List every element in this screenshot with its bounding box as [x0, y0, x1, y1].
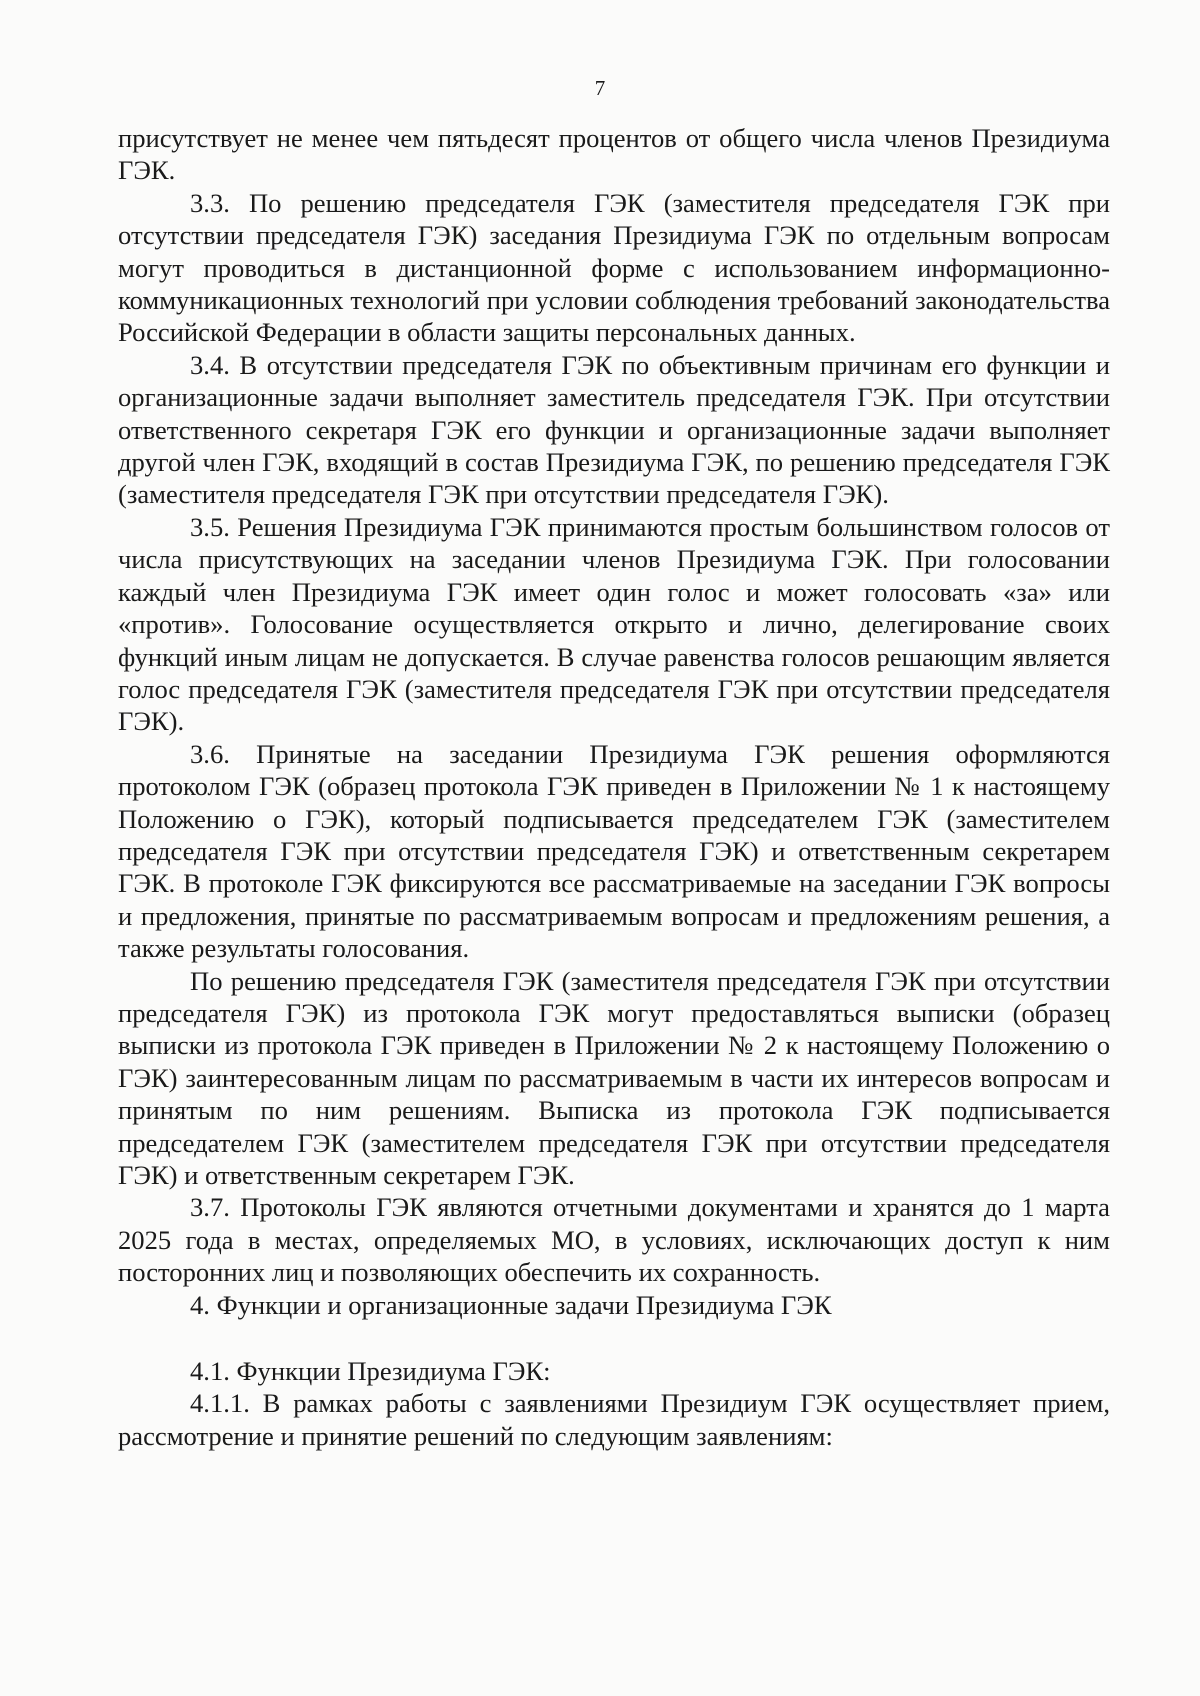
- paragraph-3-5: 3.5. Решения Президиума ГЭК принимаются простым большинством голосов от числа присутствующих на заседании членов Президиума ГЭК. При голосовании каждый член Президиума ГЭК имеет один голос и может голосовать «за» или «против». Голосование осуществляется открыто и лично, делегирование своих функций иным лицам не допускается. В случае равенства голосов решающим является голос председателя ГЭК (заместителя председателя ГЭК при отсутствии председателя ГЭК).: [118, 511, 1110, 737]
- paragraph-4-1-1: 4.1.1. В рамках работы с заявлениями Президиум ГЭК осуществляет прием, рассмотрение и принятие решений по следующим заявлениям:: [118, 1388, 1110, 1451]
- paragraph-3-7: 3.7. Протоколы ГЭК являются отчетными документами и хранятся до 1 марта 2025 года в местах, определяемых МО, в условиях, исключающих доступ к ним посторонних лиц и позволяющих обеспечить их сохранность.: [118, 1192, 1110, 1288]
- paragraph-4-1: 4.1. Функции Президиума ГЭК:: [190, 1356, 551, 1387]
- paragraph-3-4: 3.4. В отсутствии председателя ГЭК по объективным причинам его функции и организационные задачи выполняет заместитель председателя ГЭК. При отсутствии ответственного секретаря ГЭК его функции и организационные задачи выполняет другой член ГЭК, входящий в состав Президиума ГЭК, по решению председателя ГЭК (заместителя председателя ГЭК при отсутствии председателя ГЭК).: [118, 349, 1110, 510]
- paragraph-3-3: 3.3. По решению председателя ГЭК (заместителя председателя ГЭК при отсутствии председателя ГЭК) заседания Президиума ГЭК по отдельным вопросам могут проводиться в дистанционной форме с использованием информационно-коммуникационных технологий при условии соблюдения требований законодательства Российской Федерации в области защиты персональных данных.: [118, 187, 1110, 348]
- paragraph-3-6-extract: По решению председателя ГЭК (заместителя председателя ГЭК при отсутствии председателя ГЭК) из протокола ГЭК могут предоставляться выписки (образец выписки из протокола ГЭК приведен в Приложении № 2 к настоящему Положению о ГЭК) заинтересованным лицам по рассматриваемым в части их интересов вопросам и принятым по ним решениям. Выписка из протокола ГЭК подписывается председателем ГЭК (заместителем председателя ГЭК при отсутствии председателя ГЭК) и ответственным секретарем ГЭК.: [118, 965, 1110, 1190]
- paragraph-continuation: присутствует не менее чем пятьдесят процентов от общего числа членов Президиума ГЭК.: [118, 123, 1110, 186]
- document-body: [118, 122, 1110, 1452]
- section-heading-4: 4. Функции и организационные задачи Президиума ГЭК: [190, 1289, 832, 1320]
- page-number: 7: [594, 76, 606, 100]
- paragraph-3-6: 3.6. Принятые на заседании Президиума ГЭК решения оформляются протоколом ГЭК (образец протокола ГЭК приведен в Приложении № 1 к настоящему Положению о ГЭК), который подписывается председателем ГЭК (заместителем председателя ГЭК при отсутствии председателя ГЭК) и ответственным секретарем ГЭК. В протоколе ГЭК фиксируются все рассматриваемые на заседании ГЭК вопросы и предложения, принятые по рассматриваемым вопросам и предложениям решения, а также результаты голосования.: [118, 738, 1110, 964]
